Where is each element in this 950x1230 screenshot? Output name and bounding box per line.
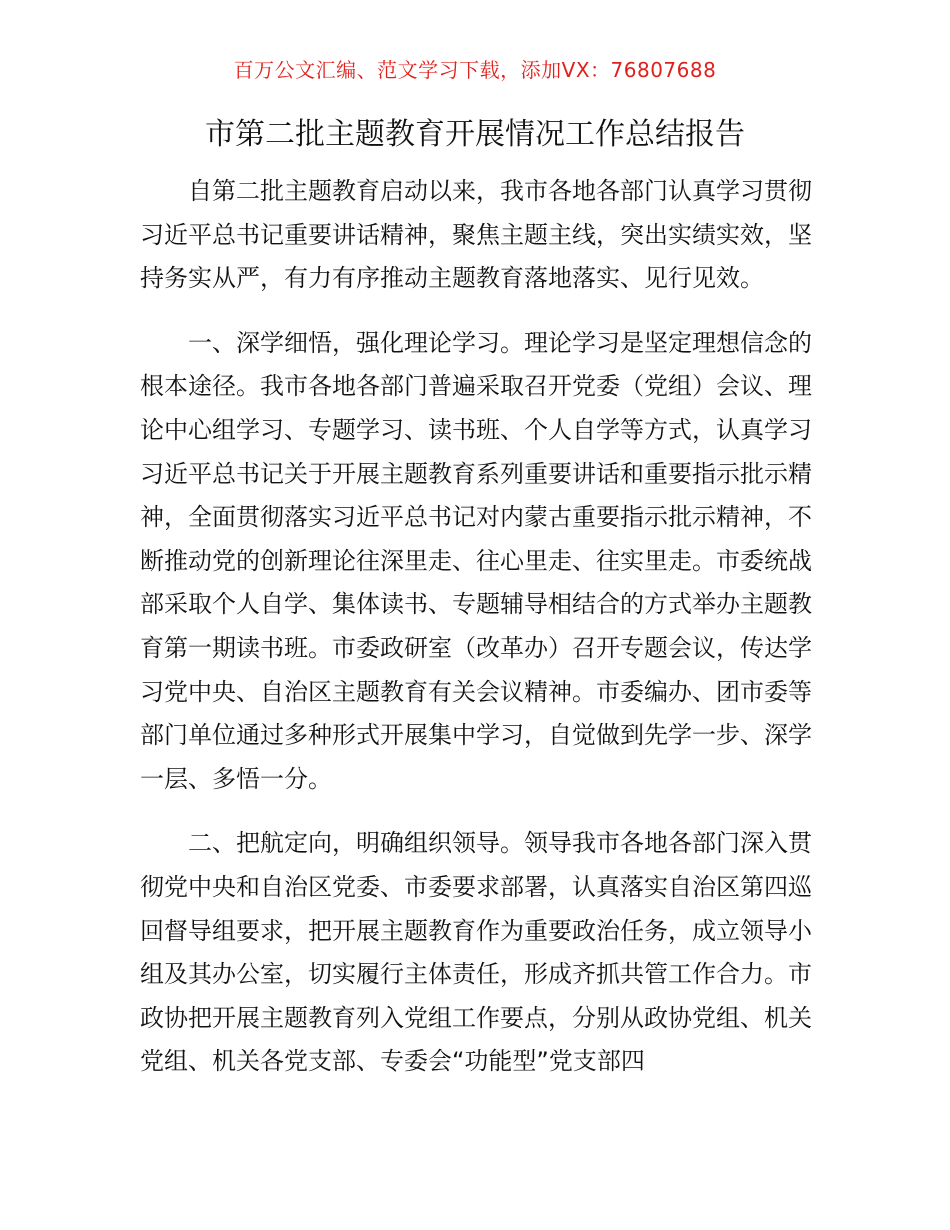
paragraph-section-1: 一、深学细悟，强化理论学习。理论学习是坚定理想信念的根本途径。我市各地各部门普遍采取召开党委（党组）会议、理论中心组学习、专题学习、读书班、个人自学等方式，认真学习习近平总书记关于开展主题教育系列重要讲话和重要指示批示精神，全面贯彻落实习近平总书记对内蒙古重要指示批示精神，不断推动党的创新理论往深里走、往心里走、往实里走。市委统战部采取个人自学、集体读书、专题辅导相结合的方式举办主题教育第一期读书班。市委政研室（改革办）召开专题会议，传达学习党中央、自治区主题教育有关会议精神。市委编办、团市委等部门单位通过多种形式开展集中学习，自觉做到先学一步、深学一层、多悟一分。: [140, 328, 812, 793]
paragraph-section-2: 二、把航定向，明确组织领导。领导我市各地各部门深入贯彻党中央和自治区党委、市委要求部署，认真落实自治区第四巡回督导组要求，把开展主题教育作为重要政治任务，成立领导小组及其办公室，切实履行主体责任，形成齐抓共管工作合力。市政协把开展主题教育列入党组工作要点，分别从政协党组、机关党组、机关各党支部、专委会“功能型”党支部四: [140, 829, 812, 1076]
watermark-header: 百万公文汇编、范文学习下载，添加VX：76807688: [233, 58, 717, 82]
document-title: 市第二批主题教育开展情况工作总结报告: [205, 117, 745, 152]
paragraph-intro: 自第二批主题教育启动以来，我市各地各部门认真学习贯彻习近平总书记重要讲话精神，聚焦主题主线，突出实绩实效，坚持务实从严，有力有序推动主题教育落地落实、见行见效。: [140, 177, 812, 293]
document-body: [140, 170, 812, 1084]
